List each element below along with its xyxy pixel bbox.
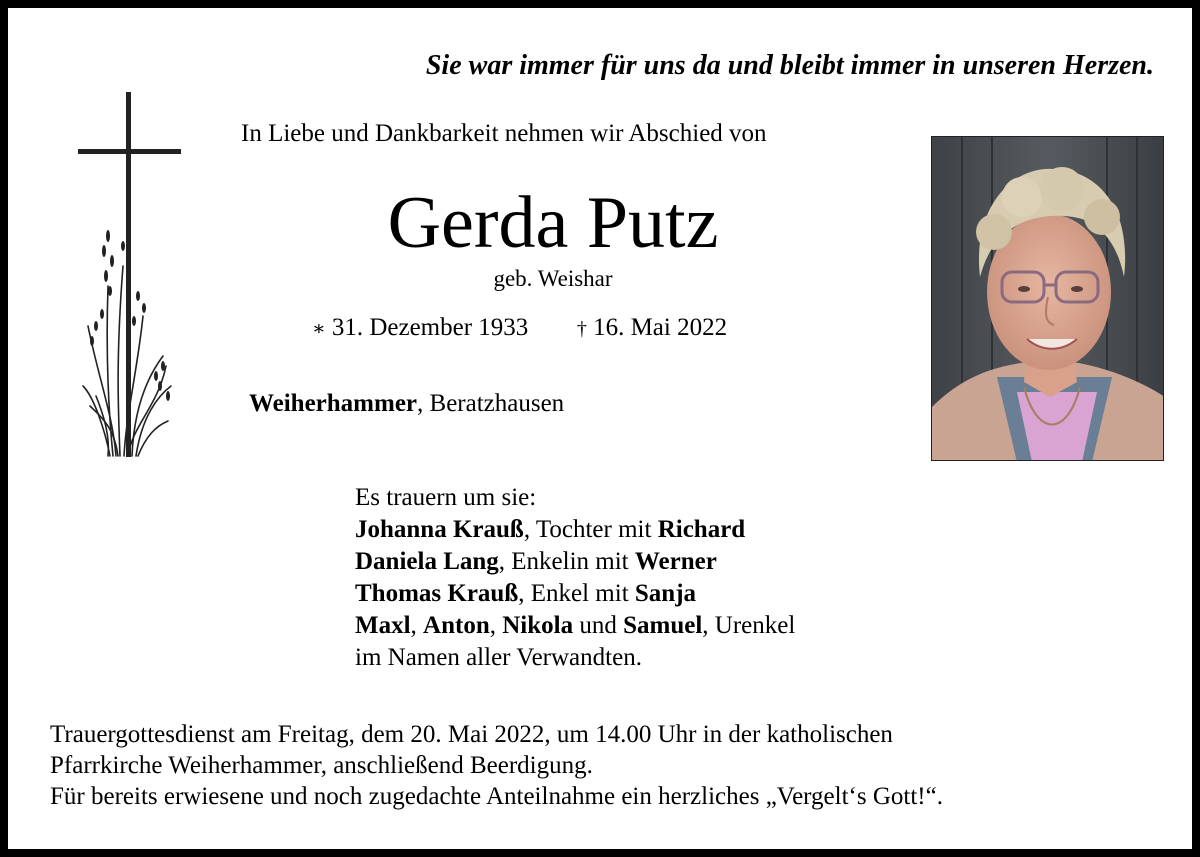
- mourners-list: [355, 482, 795, 674]
- maiden-name: geb. Weishar: [493, 266, 613, 291]
- mourner-relation: , Enkelin mit: [498, 548, 635, 575]
- mourner-name: Samuel: [623, 612, 703, 639]
- mourner-line: [355, 578, 795, 610]
- mourner-line: [355, 546, 795, 578]
- mourner-name: Anton: [423, 612, 490, 639]
- death-dagger-icon: †: [576, 318, 587, 340]
- mourner-name: Daniela Lang: [355, 548, 499, 575]
- mourner-line: [355, 514, 795, 546]
- death-date: 16. Mai 2022: [593, 314, 728, 341]
- service-line-1: Trauergottesdienst am Freitag, dem 20. Mai 2022, um 14.00 Uhr in der katholischen: [50, 721, 893, 748]
- place-rest: , Beratzhausen: [417, 390, 565, 417]
- intro-line: In Liebe und Dankbarkeit nehmen wir Abschied von: [241, 120, 767, 147]
- separator: ,: [410, 612, 424, 639]
- mourners-heading: Es trauern um sie:: [355, 484, 537, 511]
- thanks-line: Für bereits erwiesene und noch zugedachte Anteilnahme ein herzliches „Vergelt‘s Gott!“.: [50, 783, 943, 810]
- service-info: [50, 719, 943, 812]
- mourner-partner: Werner: [634, 548, 717, 575]
- mourner-line: [355, 610, 795, 642]
- mourner-name: Johanna Krauß: [355, 516, 524, 543]
- birth-date: 31. Dezember 1933: [331, 314, 529, 341]
- mourner-partner: Richard: [657, 516, 746, 543]
- places: [249, 390, 564, 418]
- service-line-2: Pfarrkirche Weiherhammer, anschließend Beerdigung.: [50, 752, 593, 779]
- mourner-relation: , Enkel mit: [518, 580, 635, 607]
- life-dates: [312, 314, 727, 342]
- mourner-name: Maxl: [355, 612, 411, 639]
- deceased-name: Gerda Putz: [387, 182, 719, 264]
- separator: und: [573, 612, 624, 639]
- motto: Sie war immer für uns da und bleibt immer in unseren Herzen.: [425, 50, 1154, 81]
- mourner-name: Thomas Krauß: [355, 580, 519, 607]
- place-main: Weiherhammer: [249, 390, 418, 417]
- birth-star-icon: ∗: [312, 318, 326, 340]
- mourner-partner: Sanja: [634, 580, 697, 607]
- mourners-closing: im Namen aller Verwandten.: [355, 644, 642, 671]
- separator: ,: [489, 612, 503, 639]
- portrait-photo: [931, 136, 1164, 461]
- mourner-relation: , Tochter mit: [523, 516, 658, 543]
- mourner-name: Nikola: [502, 612, 574, 639]
- mourner-relation: , Urenkel: [702, 612, 796, 639]
